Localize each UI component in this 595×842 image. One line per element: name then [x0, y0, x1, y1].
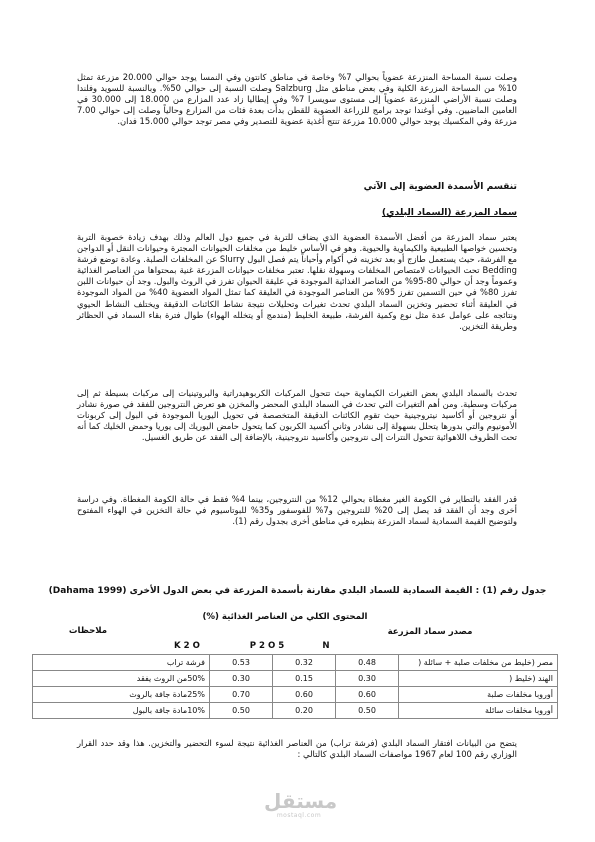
table-row — [33, 671, 558, 687]
paragraph-specifications-intro: يتضح من البيانات افتقار السماد البلدي (فرشة تراب) من العناصر الغذائية نتيجة لسوء التحضير والتخزين. هذا وقد حدد القرار الوزاري رقم 100 لعام 1967 مواصفات السماد البلدي كالتالي : — [77, 738, 517, 760]
table-cell-n: 0.60 — [336, 687, 399, 703]
table-header-source: مصدر سماد المزرعة — [387, 627, 473, 637]
table-caption: جدول رقم (1) : القيمة السمادية للسماد البلدي مقارنة بأسمدة المزرعة في بعض الدول الأخرى (Dahama 1999) — [48, 586, 547, 596]
table-cell-source: أوروبا مخلفات صلبة — [399, 687, 558, 703]
table-row — [33, 703, 558, 719]
section-heading-organic-fertilizers: تنقسم الأسمدة العضوية إلى الآتي — [363, 181, 517, 192]
table-cell-p2o5: 0.20 — [273, 703, 336, 719]
table-header-k2o: K 2 O — [174, 641, 200, 651]
table-cell-source: الهند (خليط ( — [399, 671, 558, 687]
table-cell-k2o: 0.50 — [210, 703, 273, 719]
table-cell-p2o5: 0.60 — [273, 687, 336, 703]
table-row — [33, 687, 558, 703]
section-heading-farm-manure: سماد المزرعة (السماد البلدي) — [381, 207, 517, 218]
table-cell-p2o5: 0.15 — [273, 671, 336, 687]
table-header-p2o5: P 2 O 5 — [249, 641, 285, 651]
table-header-n: N — [322, 641, 330, 651]
table-cell-k2o: 0.30 — [210, 671, 273, 687]
table-cell-note: 10%مادة جافة بالبول — [33, 703, 210, 719]
table-cell-k2o: 0.53 — [210, 655, 273, 671]
table-cell-note: 50%من الروث يفقد — [33, 671, 210, 687]
table-cell-source: أوروبا مخلفات سائلة — [399, 703, 558, 719]
watermark-latin-text: mostaql.com — [276, 812, 322, 819]
table-cell-p2o5: 0.32 — [273, 655, 336, 671]
table-cell-n: 0.50 — [336, 703, 399, 719]
fertilizer-value-table — [32, 654, 558, 719]
table-header-nutrient-content: المحتوى الكلي من العناصر الغذائية (%) — [202, 612, 368, 622]
table-cell-k2o: 0.70 — [210, 687, 273, 703]
table-cell-source: مصر (خليط من مخلفات صلبة + سائلة ( — [399, 655, 558, 671]
paragraph-chemical-changes: تحدث بالسماد البلدي بعض التغيرات الكيماوية حيث تتحول المركبات الكربوهيدراتية والبروتينيات إلى مركبات بسيطة ثم إلى مركبات وسطية. ومن أهم التغيرات التي تحدث في السماد البلدي المحضر والمخزن هو تعرض النتروجين للفقد في صورة نشادر أو نتروجين أو أكاسيد نيتروجينية حيث تقوم الكائنات الدقيقة المتخصصة في تحويل اليوريا الموجودة في البول إلى كربونات الأمونيوم والتي بدورها يتحلل بسهولة إلى نشادر وثاني أكسيد الكربون كما يتحول حامض اليوريك إلى يوريا وحمض الخليك كما أنه تحت الظروف اللاهوائية تتحول النترات إلى نتروجين وأكاسيد نتروجينية، بالإضافة إلى الفقد عن طريق الغسيل. — [77, 388, 517, 443]
paragraph-organic-area-stats: وصلت نسبة المساحة المنزرعة عضوياً بحوالي 7% وخاصة في مناطق كانتون وفي النمسا يوجد حوالي 20.000 مزرعة تمثل 10% من المساحة المزرعة الكلية وفي بعض مناطق مثل Salzburg وصلت النسبة إلى حوالي 50%. وبالنسبة للسويد وفلندا وصلت نسبة الأراضي المنزرعة عضوياً إلى مستوى سويسرا 7% وفي إيطاليا زاد عدد المزارع من 18.000 إلى 30.000 في العامين الماضيين. وفي أوغندا توجد برامج للزراعة العضوية للقطن بدأت بعدة فئات من المزارع وحالياً وصلت إلى حوالي 7.00 مزرعة وفي المكسيك يوجد حوالي 10.000 مزرعة تنتج أغذية عضوية للتصدير وفي مصر توجد حوالي 15.000 فدان. — [77, 72, 517, 127]
table-cell-n: 0.30 — [336, 671, 399, 687]
watermark-arabic-text: مستقل — [264, 789, 338, 813]
table-cell-note: 25%مادة جافة بالروث — [33, 687, 210, 703]
mostaql-watermark-logo — [264, 789, 338, 819]
paragraph-farm-manure-description: يعتبر سماد المزرعة من أفضل الأسمدة العضوية الذي يضاف للتربة في جميع دول العالم وذلك بهدف زيادة خصوبة التربة وتحسين خواصها الطبيعية والكيماوية والحيوية. وهو في الأساس خليط من مخلفات الحيوانات المجترة وحيوانات النقل أو الدواجن مع الفرشة، حيث يستعمل طازج أو بعد تخزينه في أكوام وأحياناً يتم فصل البول Slurry عن المخلفات الصلبة. وعادة توضع فرشة Bedding تحت الحيوانات لامتصاص المخلفات وسهولة نقلها. تعتبر مخلفات حيوانات المزرعة غنية بمحتواها من العناصر الغذائية وعموماً وجد أن حوالي 80-95% من العناصر الغذائية الموجودة في عليقة الحيوان تفرز في الروث والبول. وجد أن حيوانات اللبن تفرز 80% في حين التسمين تفرز 95% من العناصر الموجودة في العليقة كما تمثل المواد العضوية 40% من المواد الموجودة في العليقة أثناء تحضير وتخزين السماد البلدي تحدث تغيرات وتحليلات نتيجة نشاط الكائنات الدقيقة ويختلف النشاط الحيوي ونتائجه على عوامل عدة مثل نوع وكمية الفرشة، طبيعة الخليط (مندمج أو يتخلله الهواء) طوال فترة بقاء السماد في الحظائر وطريقة التخزين. — [77, 232, 518, 331]
table-cell-note: فرشة تراب — [33, 655, 210, 671]
paragraph-nitrogen-losses: قدر الفقد بالتطاير في الكومة الغير مغطاة بحوالي 12% من النتروجين، بينما 4% فقط في حالة الكومة المغطاة. وفي دراسة أخرى وجد أن الفقد قد يصل إلى 20% للنتروجين و7% للفوسفور و35% للبوتاسيوم في حالة التخزين في الهواء المفتوح ولتوضيح القيمة السمادية لسماد المزرعة بنظيره في مناطق أخرى بجدول رقم (1). — [77, 494, 518, 527]
table-cell-n: 0.48 — [336, 655, 399, 671]
table-header-notes: ملاحظات — [68, 626, 108, 636]
table-row — [33, 655, 558, 671]
